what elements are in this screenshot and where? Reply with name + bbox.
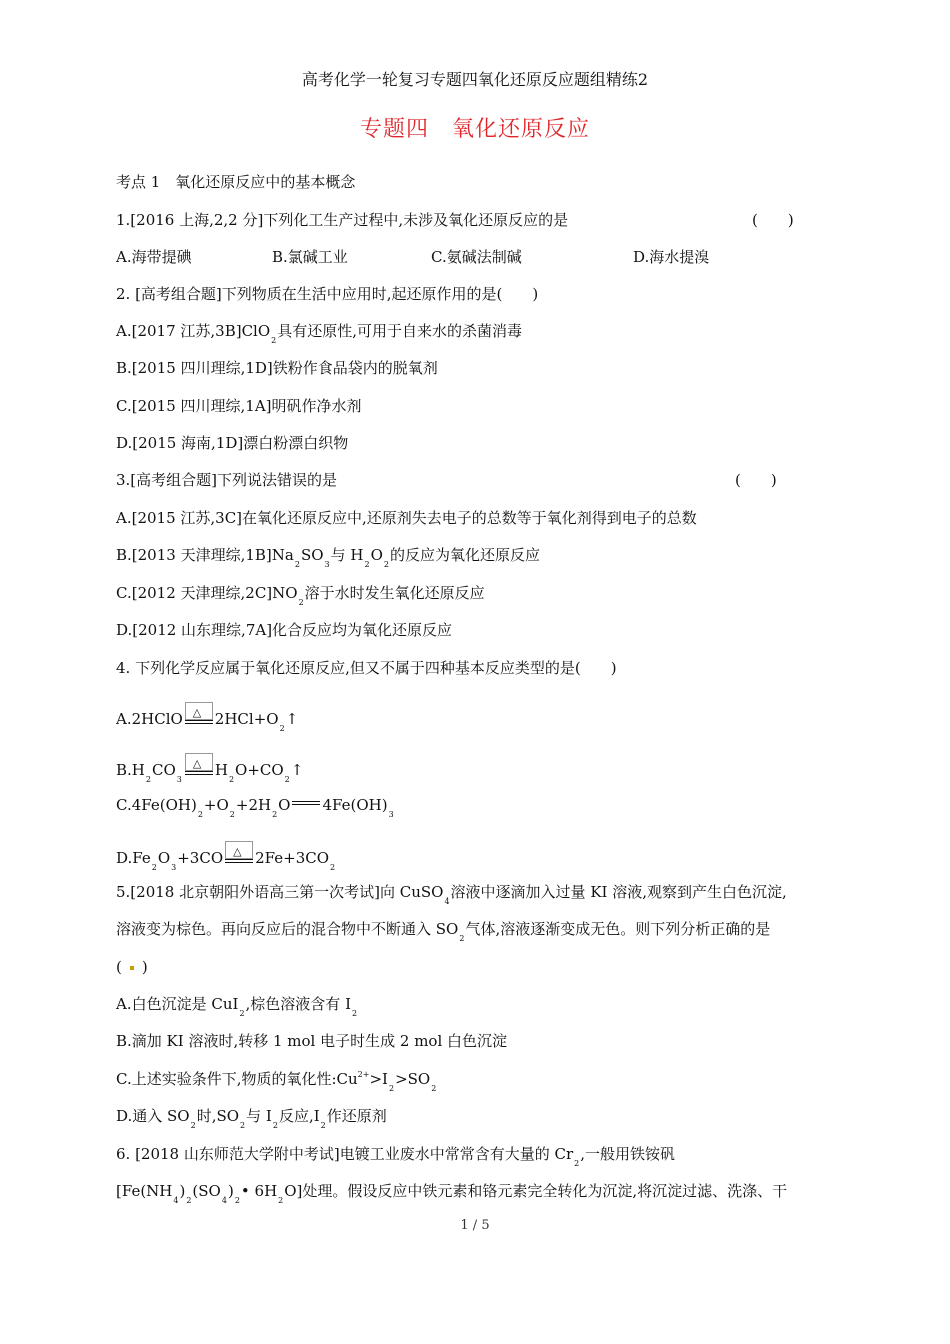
section-heading: 考点 1 氧化还原反应中的基本概念 [116, 173, 356, 191]
q4-option-d: $D.Fe_2O_3+3CO$ △ $2Fe+3CO_2$ [116, 845, 336, 871]
q5-option-a: A.白色沉淀是 CuI$_2$,棕色溶液含有 $I_2$ [116, 995, 358, 1018]
question-1-stem: 1.[2016 上海,2,2 分]下列化工生产过程中,未涉及氧化还原反应的是 [116, 211, 569, 229]
question-5-stem-line2: 溶液变为棕色。再向反应后的混合物中不断通入 $SO_2$气体,溶液逐渐变成无色。则下列分析正确的是 [116, 920, 771, 943]
page-number: 1 / 5 [460, 1218, 490, 1233]
q3-option-c: C.[2012 天津理综$,2C]NO_2$溶于水时发生氧化还原反应 [116, 584, 485, 607]
document-title: 高考化学一轮复习专题四氧化还原反应题组精练2 [301, 70, 649, 89]
q1-option-a: A.海带提碘 [116, 248, 192, 266]
equals-sign-icon [292, 799, 320, 811]
q4-option-a: A.2HClO △ $2HCl+O_2↑$ [116, 706, 298, 732]
heat-condition-icon: △ [185, 757, 213, 781]
q5-option-b: B.滴加 KI 溶液时,转移 1 mol 电子时生成 2 mol 白色沉淀 [116, 1032, 508, 1050]
q4-option-b: $B.H_2CO_3$ △ $H_2O+CO_2↑$ [116, 757, 303, 783]
question-6-stem-line2: [$Fe(NH_4)_2(SO_4)_2•$ $6H_2O$]处理。假设反应中铁元素和铬元素完全转化为沉淀,将沉淀过滤、洗涤、干 [116, 1182, 788, 1205]
topic-title: 专题四 氧化还原反应 [359, 117, 590, 142]
q1-option-c: C.氨碱法制碱 [431, 248, 522, 266]
heat-condition-icon: △ [225, 845, 253, 869]
q2-option-b: B.[2015 四川理综,1D]铁粉作食品袋内的脱氧剂 [116, 359, 438, 377]
q4-option-c: $C.4Fe(OH)_2+O_2+2H_2O$ $4Fe(OH)_3$ [116, 796, 394, 819]
q1-option-d: D.海水提溴 [633, 248, 710, 266]
q2-option-a: A.[2017 江苏,3B]ClO$_2$具有还原性,可用于自来水的杀菌消毒 [116, 322, 523, 345]
question-5-paren: ( ) [116, 958, 148, 976]
question-3-stem: 3.[高考组合题]下列说法错误的是 [116, 471, 338, 489]
q1-option-b: B.氯碱工业 [272, 248, 348, 266]
dot-mark-icon [130, 966, 134, 970]
q3-option-b: B.[2013 天津理综$,1B]Na_2SO_3$与 $H_2O_2$的反应为氧化还原反应 [116, 546, 540, 569]
question-5-stem-line1: 5.[2018 北京朝阳外语高三第一次考试]向 CuSO$_4$溶液中逐滴加入过量 KI 溶液,观察到产生白色沉淀, [116, 883, 787, 906]
q5-option-c: C.上述实验条件下,物质的氧化性$:Cu^{2+}>I_2>SO_2$ [116, 1070, 437, 1093]
q2-option-d: D.[2015 海南,1D]漂白粉漂白织物 [116, 434, 349, 452]
question-6-stem-line1: 6. [2018 山东师范大学附中考试]电镀工业废水中常常含有大量的 $Cr_2$,一般用铁铵矾 [116, 1145, 676, 1168]
question-1-paren: ( ) [752, 211, 794, 229]
q3-option-a: A.[2015 江苏,3C]在氧化还原反应中,还原剂失去电子的总数等于氧化剂得到电子的总数 [116, 509, 697, 527]
heat-condition-icon: △ [185, 706, 213, 730]
q2-option-c: C.[2015 四川理综,1A]明矾作净水剂 [116, 397, 362, 415]
question-2-stem: 2. [高考组合题]下列物质在生活中应用时,起还原作用的是( ) [116, 285, 539, 303]
q5-option-d: D.通入 $SO_2$时$,SO_2$与 $I_2$反应$,I_2$作还原剂 [116, 1107, 387, 1130]
question-4-stem: 4. 下列化学反应属于氧化还原反应,但又不属于四种基本反应类型的是( ) [116, 659, 617, 677]
q3-option-d: D.[2012 山东理综,7A]化合反应均为氧化还原反应 [116, 621, 453, 639]
question-3-paren: ( ) [735, 471, 777, 489]
